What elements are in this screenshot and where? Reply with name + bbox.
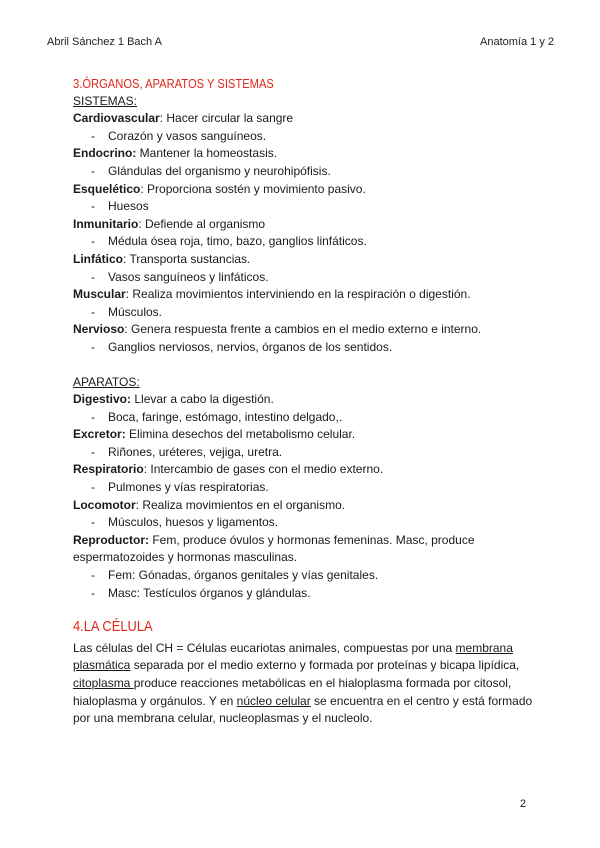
bullet-text: Boca, faringe, estómago, intestino delgado,.: [108, 409, 343, 424]
sistemas-entry: [73, 286, 543, 304]
bullet-text: Vasos sanguíneos y linfáticos.: [108, 269, 269, 284]
entry-term: Locomotor: [73, 497, 136, 512]
dash-marker: -: [91, 304, 95, 319]
dash-marker: -: [91, 199, 95, 214]
bullet-item: [73, 269, 543, 287]
section4-title: 4.LA CÉLULA: [73, 618, 153, 636]
dash-marker: -: [91, 409, 95, 424]
bullet-text: Masc: Testículos órganos y glándulas.: [108, 585, 311, 600]
dash-marker: -: [91, 444, 95, 459]
bullet-item: [73, 479, 543, 497]
sistemas-label: SISTEMAS:: [73, 93, 138, 108]
dash-marker: -: [91, 585, 95, 600]
bullet-item: [73, 409, 543, 427]
entry-term: Digestivo:: [73, 392, 132, 407]
entry-term: Endocrino:: [73, 146, 137, 161]
entry-term: Cardiovascular: [73, 111, 160, 126]
sistemas-list: [73, 110, 543, 356]
dash-marker: -: [91, 269, 95, 284]
entry-description: : Defiende al organismo: [138, 216, 266, 231]
bullet-item: [73, 444, 543, 462]
bullet-text: Pulmones y vías respiratorias.: [108, 480, 269, 495]
entry-term: Esquelético: [73, 181, 141, 196]
bullet-text: Glándulas del organismo y neurohipófisis.: [108, 163, 331, 178]
bullet-item: [73, 514, 543, 532]
aparatos-entry: [73, 497, 543, 515]
citoplasma-link: citoplasma: [73, 676, 134, 690]
bullet-item: [73, 567, 543, 585]
header-right: Anatomía 1 y 2: [480, 36, 554, 48]
sistemas-entry: [73, 216, 543, 234]
bullet-text: Ganglios nerviosos, nervios, órganos de los sentidos.: [108, 339, 393, 354]
entry-term: Linfático: [73, 251, 123, 266]
bullet-item: [73, 163, 543, 181]
aparatos-label: APARATOS:: [73, 374, 140, 389]
cell-paragraph: [73, 640, 543, 728]
entry-term: Nervioso: [73, 322, 125, 337]
bullet-item: [73, 339, 543, 357]
sistemas-entry: [73, 145, 543, 163]
dash-marker: -: [91, 480, 95, 495]
dash-marker: -: [91, 515, 95, 530]
bullet-item: [73, 585, 543, 603]
sistemas-entry: [73, 321, 543, 339]
cell-text-1: Las células del CH = Células eucariotas animales, compuestas por una: [73, 640, 456, 655]
dash-marker: -: [91, 568, 95, 583]
entry-description: : Genera respuesta frente a cambios en el medio externo e interno.: [124, 322, 482, 337]
entry-description: : Realiza movimientos en el organismo.: [135, 497, 346, 512]
dash-marker: -: [91, 163, 95, 178]
bullet-item: [73, 198, 543, 216]
page-number: 2: [519, 798, 526, 810]
dash-marker: -: [91, 128, 95, 143]
cell-text-2: separada por el medio externo y formada por proteínas y bicapa lipídica,: [130, 658, 520, 673]
entry-description: Llevar a cabo la digestión.: [131, 392, 274, 407]
entry-description: : Intercambio de gases con el medio externo.: [143, 462, 384, 477]
nucleo-celular-link: núcleo celular: [236, 693, 311, 708]
entry-description: : Transporta sustancias.: [123, 251, 251, 266]
aparatos-entry: [73, 532, 543, 567]
cell-text-4: se encuentra en el centro y está formado por una membrana celular, nucleoplasmas y el nucleolo.: [73, 693, 533, 726]
dash-marker: -: [91, 234, 95, 249]
entry-description: : Proporciona sostén y movimiento pasivo.: [140, 181, 366, 196]
aparatos-entry: [73, 461, 543, 479]
entry-description: Fem, produce óvulos y hormonas femeninas. Masc, produce espermatozoides y hormonas masculinas.: [73, 532, 475, 565]
bullet-text: Médula ósea roja, timo, bazo, ganglios linfáticos.: [108, 234, 367, 249]
document-body: [73, 75, 543, 728]
bullet-item: [73, 128, 543, 146]
entry-description: Elimina desechos del metabolismo celular.: [125, 427, 356, 442]
entry-term: Inmunitario: [73, 216, 139, 231]
sistemas-entry: [73, 110, 543, 128]
bullet-item: [73, 304, 543, 322]
cell-text-3: produce reacciones metabólicas en el hialoplasma formada por citosol, hialoplasma y orgánulos. Y en: [73, 676, 512, 708]
entry-description: : Realiza movimientos interviniendo en la respiración o digestión.: [125, 287, 471, 302]
entry-term: Muscular: [73, 287, 126, 302]
bullet-text: Huesos: [108, 199, 149, 214]
membrana-plasmatica-link: membrana plasmática: [73, 640, 513, 673]
bullet-text: Corazón y vasos sanguíneos.: [108, 128, 267, 143]
entry-description: Mantener la homeostasis.: [136, 146, 278, 161]
sistemas-entry: [73, 181, 543, 199]
sistemas-entry: [73, 251, 543, 269]
bullet-text: Fem: Gónadas, órganos genitales y vías genitales.: [108, 568, 379, 583]
entry-term: Excretor:: [73, 427, 126, 442]
bullet-text: Músculos, huesos y ligamentos.: [108, 515, 279, 530]
dash-marker: -: [91, 339, 95, 354]
aparatos-entry: [73, 391, 543, 409]
bullet-text: Riñones, uréteres, vejiga, uretra.: [108, 444, 283, 459]
bullet-item: [73, 233, 543, 251]
section3-title: 3.ÓRGANOS, APARATOS Y SISTEMAS: [73, 76, 274, 91]
bullet-text: Músculos.: [108, 304, 163, 319]
entry-term: Reproductor:: [73, 532, 149, 547]
aparatos-entry: [73, 426, 543, 444]
aparatos-list: [73, 391, 543, 602]
entry-description: : Hacer circular la sangre: [159, 111, 294, 126]
entry-term: Respiratorio: [73, 462, 144, 477]
header-left: Abril Sánchez 1 Bach A: [47, 36, 162, 48]
